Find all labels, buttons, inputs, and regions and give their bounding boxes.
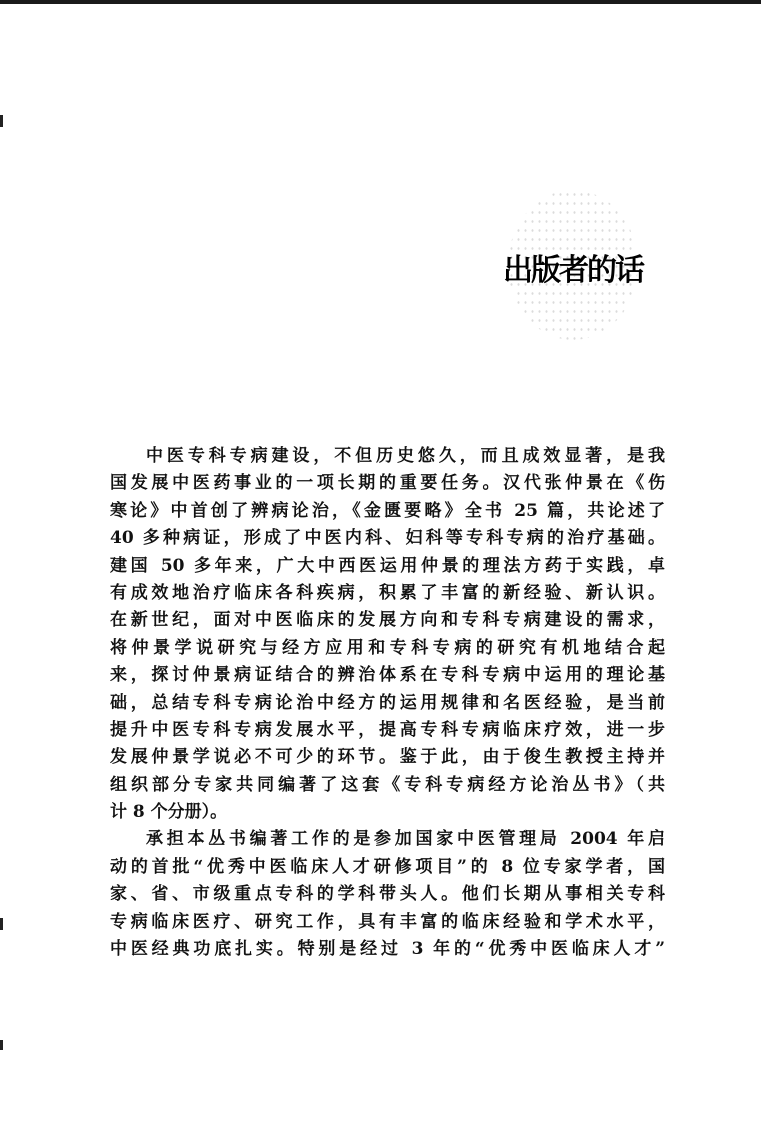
text-line: 40 多种病证，形成了中医内科、妇科等专科专病的治疗基础。 [110, 528, 665, 549]
scan-mark [0, 1040, 3, 1050]
text-line: 发展仲景学说必不可少的环节。鉴于此，由于俊生教授主持并 [110, 747, 665, 768]
text-line: 提升中医专科专病发展水平，提高专科专病临床疗效，进一步 [110, 719, 665, 740]
text-line: 国发展中医药事业的一项长期的重要任务。汉代张仲景在《伤 [110, 473, 665, 494]
scan-mark [0, 115, 3, 127]
page-top-border [0, 0, 761, 4]
text-line: 中医经典功底扎实。特别是经过 3 年的“优秀中医临床人才” [110, 939, 665, 960]
text-line: 建国 50 多年来，广大中西医运用仲景的理法方药于实践，卓 [110, 555, 665, 576]
text-line: 础，总结专科专病论治中经方的运用规律和名医经验，是当前 [110, 692, 665, 713]
scan-mark [0, 918, 3, 930]
text-line: 承担本丛书编著工作的是参加国家中医管理局 2004 年启 [146, 829, 665, 850]
text-line: 计 8 个分册）。 [110, 802, 228, 823]
page-title: 出版者的话 [503, 253, 643, 288]
text-line: 将仲景学说研究与经方应用和专科专病的研究有机地结合起 [110, 637, 665, 658]
text-line: 在新世纪，面对中医临床的发展方向和专科专病建设的需求， [110, 610, 665, 631]
body-text [110, 443, 665, 963]
title-block [488, 190, 658, 340]
text-line: 中医专科专病建设，不但历史悠久，而且成效显著，是我 [146, 446, 665, 466]
text-line: 动的首批“优秀中医临床人才研修项目”的 8 位专家学者，国 [110, 856, 665, 877]
text-line: 有成效地治疗临床各科疾病，积累了丰富的新经验、新认识。 [110, 582, 665, 603]
text-line: 家、省、市级重点专科的学科带头人。他们长期从事相关专科 [110, 884, 665, 905]
text-line: 组织部分专家共同编著了这套《专科专病经方论治丛书》（共 [110, 774, 665, 795]
text-line: 专病临床医疗、研究工作，具有丰富的临床经验和学术水平， [110, 911, 665, 932]
text-line: 寒论》中首创了辨病论治，《金匮要略》全书 25 篇，共论述了 [110, 500, 665, 521]
text-line: 来，探讨仲景病证结合的辨治体系在专科专病中运用的理论基 [110, 665, 665, 686]
